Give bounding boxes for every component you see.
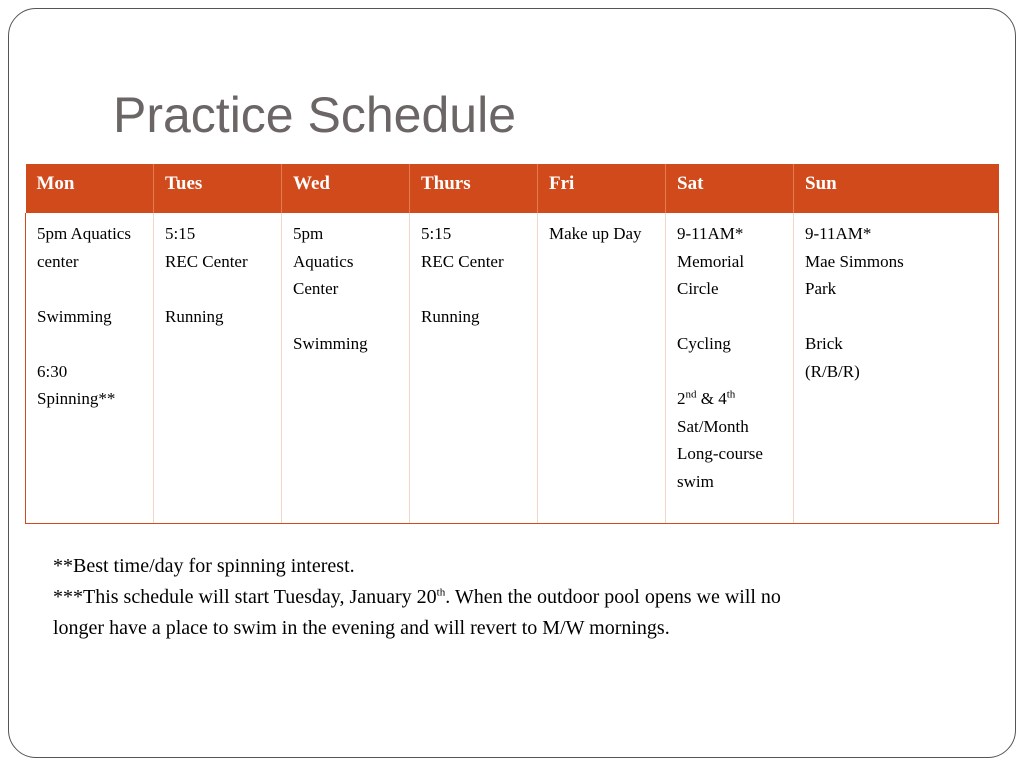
sun-line: Mae Simmons — [805, 251, 904, 271]
note-spinning: **Best time/day for spinning interest. — [53, 555, 355, 577]
wed-line: Aquatics — [293, 251, 354, 271]
header-thurs: Thurs — [410, 164, 538, 213]
cell-sun — [794, 213, 999, 524]
sat-line — [677, 358, 787, 386]
mon-line: center — [37, 251, 79, 271]
sat-ordinal-1: 2 — [677, 389, 686, 408]
wed-line: 5pm — [293, 224, 324, 243]
tues-line: REC Center — [165, 251, 248, 271]
sun-line — [805, 303, 992, 331]
wed-line: Swimming — [293, 334, 368, 353]
header-sat: Sat — [666, 164, 794, 213]
mon-line: Spinning** — [37, 389, 116, 408]
sat-ordinal-line — [677, 385, 787, 413]
schedule-row — [26, 213, 999, 524]
cell-wed — [282, 213, 410, 524]
mon-line: 5pm Aquatics — [37, 224, 131, 243]
header-fri: Fri — [538, 164, 666, 213]
sat-line: swim — [677, 471, 714, 491]
header-sun: Sun — [794, 164, 999, 213]
schedule-table — [25, 164, 999, 524]
header-row — [26, 164, 999, 213]
sat-line — [677, 303, 787, 331]
tues-line: Running — [165, 306, 224, 326]
cell-mon — [26, 213, 154, 524]
mon-line — [37, 275, 147, 303]
mon-line: Swimming — [37, 306, 112, 326]
header-tues: Tues — [154, 164, 282, 213]
sat-ampersand: & — [696, 389, 719, 408]
thurs-line — [421, 275, 531, 303]
cell-fri — [538, 213, 666, 524]
cell-thurs — [410, 213, 538, 524]
sat-ordinal-2: 4 — [718, 389, 727, 408]
note-start-date-text: ***This schedule will start Tuesday, January 20 — [53, 586, 437, 608]
mon-line: 6:30 — [37, 361, 68, 381]
sat-line: Circle — [677, 279, 719, 298]
sun-line: (R/B/R) — [805, 361, 860, 381]
sat-line: Cycling — [677, 334, 731, 353]
slide-title: Practice Schedule — [113, 87, 517, 143]
header-wed: Wed — [282, 164, 410, 213]
cell-sat — [666, 213, 794, 524]
note-ordinal-suffix: th — [436, 586, 446, 599]
tues-line: 5:15 — [165, 224, 196, 243]
thurs-line: Running — [421, 306, 480, 326]
sat-line: 9-11AM* — [677, 224, 744, 243]
note-revert: longer have a place to swim in the evening and will revert to M/W mornings. — [53, 617, 670, 639]
sat-ordinal-1-suffix: nd — [685, 388, 697, 401]
sun-line: Brick — [805, 334, 843, 353]
sat-line: Sat/Month — [677, 416, 749, 436]
header-mon: Mon — [26, 164, 154, 213]
sun-line: Park — [805, 279, 837, 298]
thurs-line: REC Center — [421, 251, 504, 271]
sat-line: Memorial — [677, 251, 745, 271]
tues-line — [165, 275, 275, 303]
sun-line: 9-11AM* — [805, 224, 872, 243]
note-pool-text: . When the outdoor pool opens we will no — [445, 586, 781, 608]
sat-ordinal-2-suffix: th — [726, 388, 736, 401]
thurs-line: 5:15 — [421, 224, 452, 243]
mon-line — [37, 330, 147, 358]
cell-tues — [154, 213, 282, 524]
fri-line: Make up Day — [549, 224, 642, 243]
sat-line: Long-course — [677, 444, 763, 463]
wed-line — [293, 303, 403, 331]
wed-line: Center — [293, 279, 339, 298]
note-start-date — [53, 582, 781, 613]
